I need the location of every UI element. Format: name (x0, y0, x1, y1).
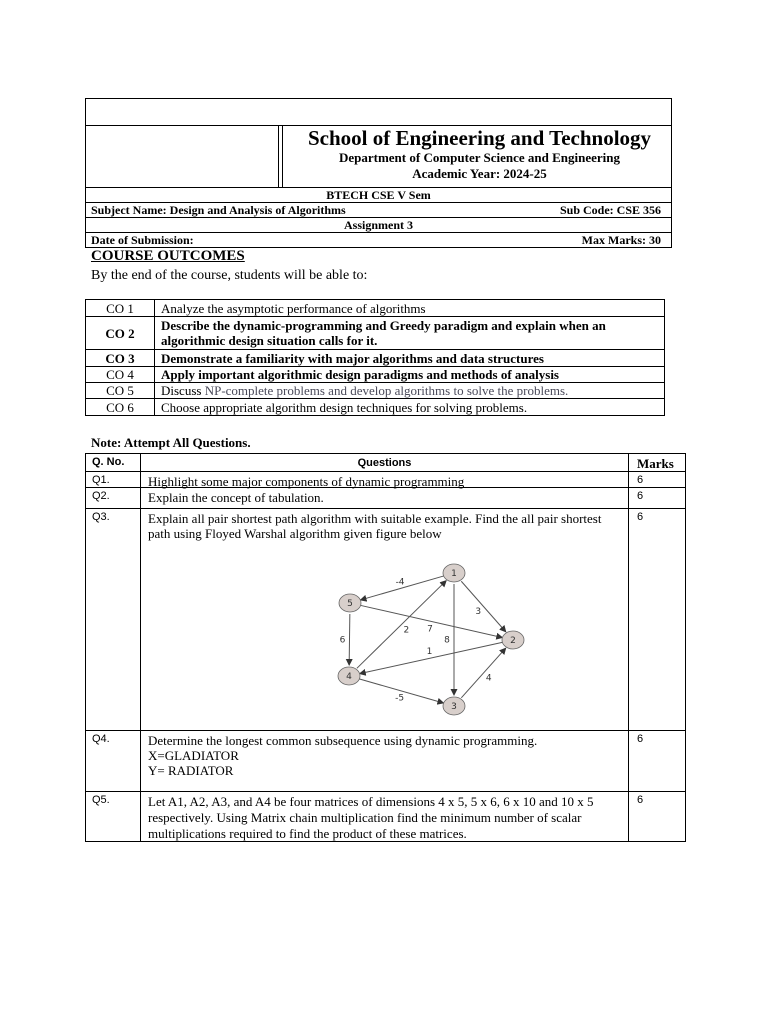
lcs-string-y: Y= RADIATOR (148, 763, 234, 778)
course-outcomes-intro: By the end of the course, students will be able to: (91, 268, 368, 283)
question-text-cell (141, 731, 629, 791)
co-row (86, 399, 665, 416)
co-text-part: Discuss (161, 383, 205, 398)
question-marks: 6 (637, 794, 644, 806)
note: Note: Attempt All Questions. (91, 435, 251, 450)
date-of-submission: Date of Submission: (91, 233, 194, 247)
graph-edge-weight: 6 (339, 635, 346, 646)
co-row (86, 367, 665, 383)
question-marks: 6 (637, 733, 644, 745)
question-row (86, 791, 685, 841)
graph-edge-weight: 8 (444, 635, 450, 646)
header-table (85, 98, 672, 248)
co-code: CO 2 (86, 317, 155, 350)
question-number: Q3. (86, 509, 141, 730)
header-questions: Questions (141, 454, 629, 471)
subject-name: Subject Name: Design and Analysis of Algorithms (91, 203, 346, 217)
graph-edge-1-2 (461, 581, 505, 631)
question-marks: 6 (637, 474, 644, 486)
graph-edge-weight: 2 (403, 625, 410, 636)
program: BTECH CSE V Sem (86, 187, 671, 202)
graph-edge-3-2 (461, 648, 505, 698)
co-code: CO 6 (86, 399, 155, 416)
graph-edges (340, 576, 506, 704)
questions-header-row (86, 454, 685, 471)
header-marks: Marks (637, 456, 674, 471)
graph-edge-weight: 4 (485, 673, 492, 684)
graph-edge-weight: -5 (395, 693, 405, 704)
questions-table (85, 453, 686, 842)
co-code: CO 1 (86, 300, 155, 317)
graph-node-label: 5 (347, 599, 353, 609)
question-text: Determine the longest common subsequence using dynamic programming. (148, 733, 538, 748)
logo-cell (86, 126, 279, 187)
question-row (86, 487, 685, 508)
graph-nodes (338, 564, 524, 715)
floyd-warshall-graph (341, 559, 541, 714)
graph-edge-weight: -4 (395, 577, 405, 588)
question-row (86, 471, 685, 487)
question-text: Highlight some major components of dynamic programming (141, 472, 629, 487)
graph-edge-5-4 (349, 614, 350, 665)
co-text: Analyze the asymptotic performance of algorithms (155, 300, 665, 317)
co-text: Demonstrate a familiarity with major algorithms and data structures (155, 350, 665, 367)
school-title: School of Engineering and Technology (307, 126, 652, 150)
header-blank-row (86, 99, 671, 125)
co-code: CO 4 (86, 367, 155, 383)
question-text: Explain all pair shortest path algorithm with suitable example. Find the all pair shortest path using Floyed Warshal algorithm given figure below (148, 511, 602, 541)
question-number: Q2. (86, 488, 141, 508)
max-marks: Max Marks: 30 (581, 233, 661, 247)
subject-code: Sub Code: CSE 356 (559, 203, 661, 217)
question-row (86, 730, 685, 791)
lcs-string-x: X=GLADIATOR (148, 748, 239, 763)
question-text-cell (141, 509, 629, 730)
question-text: Let A1, A2, A3, and A4 be four matrices of dimensions 4 x 5, 5 x 6, 6 x 10 and 10 x 5 respectively. Using Matrix chain multiplication find the minimum number of scalar multiplications required to find the product of these matrices. (141, 792, 629, 841)
co-text: Choose appropriate algorithm design techniques for solving problems. (155, 399, 665, 416)
co-text-part: NP-complete problems and develop algorithms to solve the problems. (204, 383, 569, 398)
graph-edge-weight: 7 (427, 624, 433, 635)
co-text: Describe the dynamic-programming and Greedy paradigm and explain when an algorithmic design situation calls for it. (155, 317, 665, 350)
course-outcomes-heading: COURSE OUTCOMES (91, 248, 245, 264)
graph-node-label: 2 (510, 636, 516, 646)
co-row (86, 383, 665, 399)
graph-edge-weight: 1 (426, 647, 433, 658)
co-text (155, 383, 665, 399)
header-qno: Q. No. (86, 454, 141, 471)
department: Department of Computer Science and Engineering (338, 150, 621, 165)
course-outcomes-table (85, 299, 665, 416)
question-marks: 6 (637, 511, 644, 523)
question-number: Q5. (86, 792, 141, 841)
graph-edge-weight: 3 (475, 607, 482, 618)
co-text: Apply important algorithmic design paradigms and methods of analysis (155, 367, 665, 383)
graph-node-label: 1 (451, 569, 457, 579)
co-row (86, 300, 665, 317)
question-marks: 6 (637, 490, 644, 502)
question-text: Explain the concept of tabulation. (141, 488, 629, 508)
question-number: Q1. (86, 472, 141, 487)
co-code: CO 3 (86, 350, 155, 367)
co-code: CO 5 (86, 383, 155, 399)
assignment-number: Assignment 3 (86, 217, 671, 232)
graph-node-label: 3 (451, 702, 457, 712)
co-row (86, 350, 665, 367)
header-school-row (86, 125, 671, 187)
question-number: Q4. (86, 731, 141, 791)
question-row (86, 508, 685, 730)
subject-row (86, 202, 671, 217)
graph-node-label: 4 (346, 672, 352, 682)
submission-row (86, 232, 671, 247)
co-row (86, 317, 665, 350)
academic-year: Academic Year: 2024-25 (412, 166, 547, 181)
